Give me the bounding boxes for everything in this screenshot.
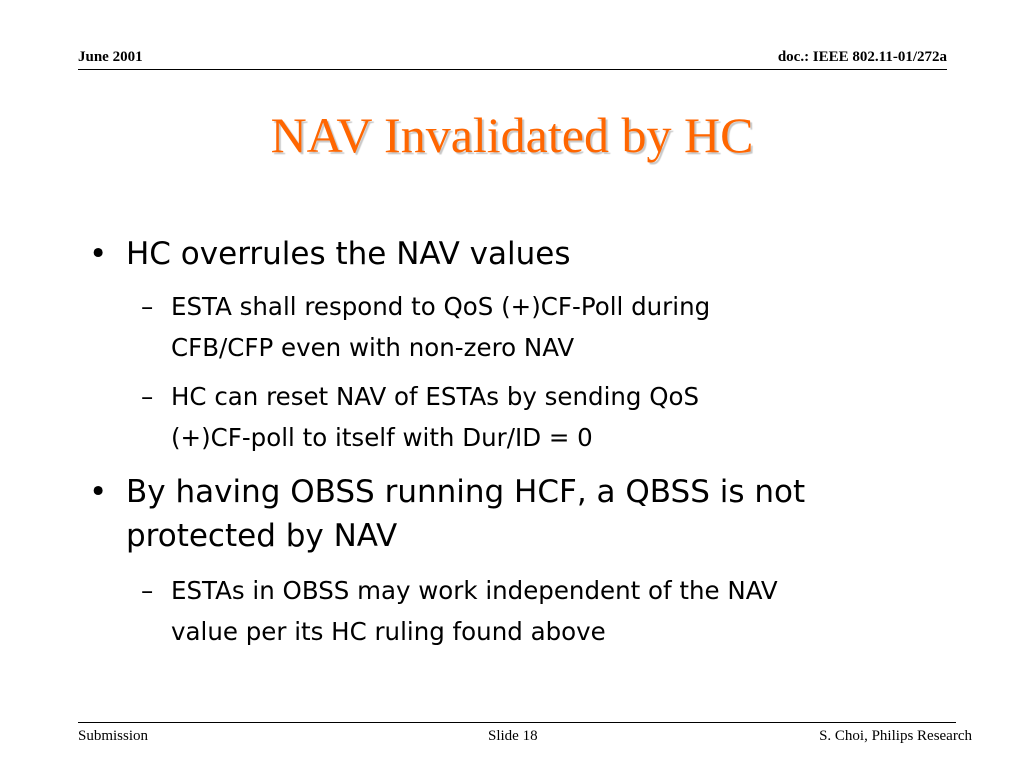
footer-submission: Submission [78,728,149,744]
bullet-marker: • [89,474,108,510]
sub-bullet-text-line: CFB/CFP even with non-zero NAV [171,333,575,362]
footer-divider [78,722,956,723]
sub-bullet-item [141,376,700,458]
sub-bullet-marker: – [141,576,154,605]
sub-bullet-text-line: HC can reset NAV of ESTAs by sending QoS [171,382,700,411]
bullet-text-line: protected by NAV [126,518,398,554]
bullet-marker: • [89,236,108,272]
bullet-text-line: By having OBSS running HCF, a QBSS is not [126,474,806,510]
sub-bullet-text-line: ESTAs in OBSS may work independent of the NAV [171,576,778,605]
sub-bullet-marker: – [141,292,154,321]
sub-bullet-text-line: value per its HC ruling found above [171,617,606,646]
footer-slide-number: Slide 18 [488,728,538,744]
sub-bullet-item [141,286,711,368]
sub-bullet-marker: – [141,382,154,411]
bullet-item [89,470,806,558]
footer-author: S. Choi, Philips Research [819,728,972,744]
bullet-text: HC overrules the NAV values [126,236,571,272]
header-date: June 2001 [78,49,143,65]
header-doc-id: doc.: IEEE 802.11-01/272a [777,49,947,65]
sub-bullet-text-line: (+)CF-poll to itself with Dur/ID = 0 [171,423,593,452]
sub-bullet-item [141,570,778,652]
bullet-item [89,232,571,276]
slide-title: NAV Invalidated by HC [270,107,754,163]
sub-bullet-text-line: ESTA shall respond to QoS (+)CF-Poll during [171,292,711,321]
